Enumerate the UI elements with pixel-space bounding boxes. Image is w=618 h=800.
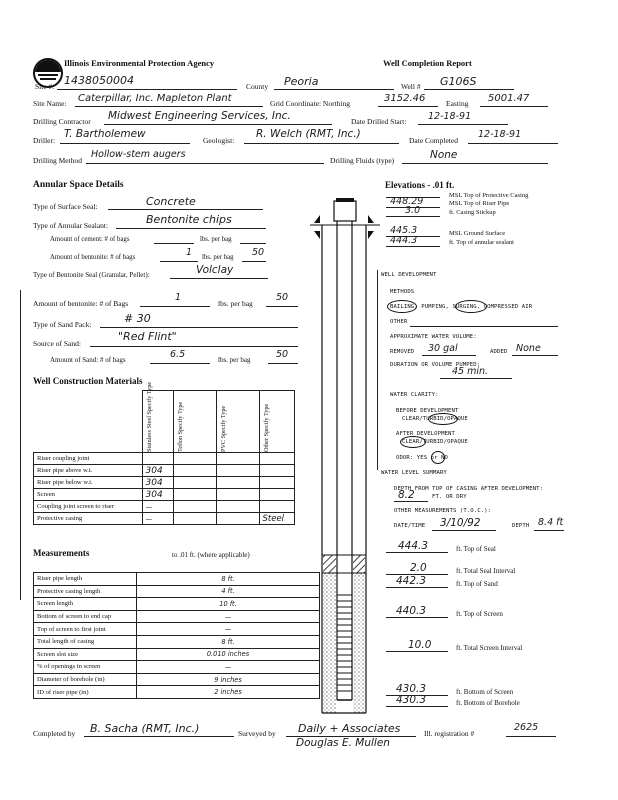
material-ss: 304	[142, 465, 173, 477]
material-pvc	[216, 501, 259, 513]
after-clear-circle	[400, 436, 426, 448]
material-pvc	[216, 489, 259, 501]
before-dev-options: CLEAR/TURBID/OPAQUE	[402, 416, 468, 422]
table-row	[34, 585, 320, 598]
added-label: ADDED	[490, 349, 508, 355]
material-label: Protective casing	[34, 513, 143, 525]
annular-section-title: Annular Space Details	[33, 180, 124, 190]
dev-methods-options: BAILING, PUMPING, SURGING, COMPRESSED AIR	[390, 304, 533, 310]
sand-source-label: Source of Sand:	[33, 339, 81, 348]
table-row	[34, 501, 295, 513]
sand-pack-value: # 30	[124, 312, 151, 325]
lower-elev-value: 10.0	[408, 639, 432, 651]
after-dev-options: CLEAR/TURBID/OPAQUE	[402, 439, 468, 445]
material-other	[259, 489, 294, 501]
odor-no-circle	[431, 451, 445, 464]
county-value: Peoria	[284, 75, 319, 88]
level-title: WATER LEVEL SUMMARY	[381, 470, 447, 476]
materials-section-title: Well Construction Materials	[33, 376, 143, 386]
material-label: Riser pipe above w.t.	[34, 465, 143, 477]
drilling-method-label: Drilling Method	[33, 156, 82, 165]
material-ss: —	[142, 513, 173, 525]
dev-methods-label: METHODS	[390, 289, 415, 295]
elev-label: ft. Top of annular sealant	[449, 239, 514, 246]
measure-label: Riser pipe length	[34, 573, 137, 586]
sand-lbs-value: 50	[276, 349, 289, 360]
elev-value: 444.3	[390, 235, 418, 246]
header-pvc: PVC Specify Type	[219, 405, 227, 452]
date-started-label: Date Drilled Start:	[351, 117, 407, 126]
depth2-value: 8.4 ft	[538, 517, 564, 528]
elev-value: 448.29	[390, 196, 424, 207]
annular-sealant-value: Bentonite chips	[146, 213, 232, 226]
measure-label: Screen slot size	[34, 648, 137, 661]
table-row	[34, 573, 320, 586]
sand-bags-value: 6.5	[170, 349, 186, 360]
county-label: County	[246, 82, 269, 91]
annular-sealant-label: Type of Annular Sealant:	[33, 221, 109, 230]
material-teflon	[173, 477, 216, 489]
completed-by-value: B. Sacha (RMT, Inc.)	[90, 722, 200, 735]
material-other: Steel	[259, 513, 294, 525]
lower-elev-value: 444.3	[398, 540, 429, 552]
contractor-value: Midwest Engineering Services, Inc.	[108, 110, 291, 122]
measure-label: Screen length	[34, 598, 137, 611]
drilling-method-value: Hollow-stem augers	[91, 149, 186, 160]
surveyed-by-value: Daily + Associates	[298, 722, 401, 735]
duration-value: 45 min.	[452, 366, 489, 377]
measure-label: Top of screen to first joint	[34, 623, 137, 636]
cement-lbs-label: lbs. per bag	[200, 236, 232, 243]
material-teflon	[173, 489, 216, 501]
well-diagram	[310, 195, 382, 720]
table-row	[34, 465, 295, 477]
duration-label: DURATION OR VOLUME PUMPED:	[390, 362, 481, 368]
bentonite-seal-type-value: Volclay	[196, 264, 234, 276]
table-row	[34, 489, 295, 501]
table-row	[34, 635, 320, 648]
depth-label: DEPTH FROM TOP OF CASING AFTER DEVELOPMENT:	[394, 486, 544, 492]
lower-elev-value: 430.3	[396, 683, 427, 695]
measure-value: 4 ft.	[137, 585, 320, 598]
lower-elev-label: ft. Bottom of Borehole	[456, 699, 520, 707]
table-row	[34, 623, 320, 636]
measure-label: Total length of casing	[34, 635, 137, 648]
surveyor-name: Douglas E. Mullen	[296, 737, 390, 749]
material-other	[259, 453, 294, 465]
material-label: Coupling joint screen to riser	[34, 501, 143, 513]
date-completed-value: 12-18-91	[478, 129, 522, 140]
measure-value: 8 ft.	[137, 635, 320, 648]
material-other	[259, 501, 294, 513]
depth-unit: FT. OR DRY	[432, 494, 467, 500]
table-row	[34, 661, 320, 674]
measure-label: Bottom of screen to end cap	[34, 610, 137, 623]
elev-value: 3.0	[405, 205, 421, 216]
well-number-label: Well #	[401, 82, 421, 91]
lower-elev-value: 442.3	[396, 575, 427, 587]
lower-elev-label: ft. Top of Sand	[456, 580, 498, 588]
lower-elev-value: 440.3	[396, 605, 427, 617]
measure-value: —	[137, 623, 320, 636]
material-other	[259, 477, 294, 489]
agency-title: Illinois Environmental Protection Agency	[64, 58, 215, 68]
material-ss: 304	[142, 489, 173, 501]
material-teflon	[173, 453, 216, 465]
table-row	[34, 686, 320, 699]
elev-label: MSL Ground Surface	[449, 230, 506, 237]
measurements-table	[33, 572, 320, 699]
lower-elev-label: ft. Top of Screen	[456, 610, 503, 618]
material-pvc	[216, 513, 259, 525]
measure-value: —	[137, 610, 320, 623]
bailing-circle	[387, 300, 417, 313]
dev-other-label: OTHER	[390, 319, 408, 325]
easting-label: Easting	[446, 99, 469, 108]
datetime-value: 3/10/92	[440, 517, 481, 529]
depth2-label: DEPTH	[512, 523, 530, 529]
surface-seal-label: Type of Surface Seal:	[33, 202, 98, 211]
material-pvc	[216, 465, 259, 477]
measure-value: 2 inches	[137, 686, 320, 699]
elev-label: ft. Casing Stickup	[449, 209, 496, 216]
surface-seal-value: Concrete	[146, 195, 196, 208]
well-number-value: G106S	[440, 75, 477, 88]
removed-value: 30 gal	[428, 343, 458, 354]
completed-by-label: Completed by	[33, 729, 76, 738]
material-label: Screen	[34, 489, 143, 501]
table-row	[34, 513, 295, 525]
added-value: None	[516, 343, 541, 354]
material-ss	[142, 453, 173, 465]
table-row	[34, 673, 320, 686]
geologist-value: R. Welch (RMT, Inc.)	[256, 128, 361, 140]
removed-label: REMOVED	[390, 349, 415, 355]
other-meas-label: OTHER MEASUREMENTS (T.O.C.):	[394, 508, 492, 514]
header-teflon: Teflon Specify Type	[176, 401, 184, 452]
measurements-note: to .01 ft. (where applicable)	[172, 551, 250, 559]
volume-title: APPROXIMATE WATER VOLUME:	[390, 334, 477, 340]
site-number-value: 1438050004	[64, 74, 134, 87]
site-name-value: Caterpillar, Inc. Mapleton Plant	[78, 93, 232, 104]
sand-lbs-label: lbs. per bag	[218, 356, 251, 364]
drilling-fluids-value: None	[430, 149, 458, 161]
measure-label: ID of riser pipe (in)	[34, 686, 137, 699]
elevations-title: Elevations - .01 ft.	[385, 180, 455, 190]
clarity-title: WATER CLARITY:	[390, 392, 439, 398]
surging-circle	[455, 300, 487, 313]
date-completed-label: Date Completed	[409, 136, 458, 145]
registration-label: Ill. registration #	[424, 729, 475, 738]
lower-elev-label: ft. Top of Seal	[456, 545, 496, 553]
dev-title: WELL DEVELOPMENT	[381, 272, 437, 278]
table-row	[34, 610, 320, 623]
site-name-label: Site Name:	[33, 99, 67, 108]
table-row	[34, 477, 295, 489]
geologist-label: Geologist:	[203, 136, 235, 145]
measure-value: 10 ft.	[137, 598, 320, 611]
material-pvc	[216, 453, 259, 465]
measure-value: 0.010 inches	[137, 648, 320, 661]
bentonite1-bags-label: Amount of bentonite: # of bags	[50, 254, 136, 261]
before-turbid-circle	[428, 413, 458, 425]
lower-elev-value: 2.0	[410, 562, 427, 574]
surveyed-by-label: Surveyed by	[238, 729, 276, 738]
measure-label: Protective casing length	[34, 585, 137, 598]
registration-value: 2625	[514, 722, 539, 733]
after-dev-label: AFTER DEVELOPMENT	[396, 431, 455, 437]
header-other: Other Specify Type	[262, 403, 270, 452]
sand-source-value: "Red Flint"	[118, 330, 177, 343]
date-started-value: 12-18-91	[428, 111, 472, 122]
material-label: Riser coupling joint	[34, 453, 143, 465]
sand-pack-label: Type of Sand Pack:	[33, 320, 92, 329]
elev-value: 445.3	[390, 225, 418, 236]
lower-elev-label: ft. Total Seal Interval	[456, 567, 516, 575]
material-ss: 304	[142, 477, 173, 489]
material-teflon	[173, 465, 216, 477]
elev-label: MSL Top of Riser Pipe	[449, 200, 510, 207]
table-row	[34, 598, 320, 611]
report-title: Well Completion Report	[383, 58, 472, 68]
bentonite2-bags-value: 1	[175, 292, 182, 303]
before-dev-label: BEFORE DEVELOPMENT	[396, 408, 459, 414]
table-row	[34, 648, 320, 661]
odor-label: ODOR: YES or NO	[396, 455, 449, 461]
driller-value: T. Bartholemew	[64, 128, 146, 140]
datetime-label: DATE/TIME	[394, 523, 426, 529]
site-number-label: Site #:	[35, 82, 55, 91]
bentonite2-lbs-value: 50	[276, 292, 289, 303]
drilling-fluids-label: Drilling Fluids (type)	[330, 156, 395, 165]
sand-bags-label: Amount of Sand: # of bags	[50, 356, 126, 364]
bentonite2-lbs-label: lbs. per bag	[218, 299, 253, 308]
header-stainless: Stainless Steel Specify Type	[145, 381, 153, 452]
bentonite1-lbs-value: 50	[252, 247, 265, 258]
bentonite1-lbs-label: lbs. per bag	[202, 254, 234, 261]
table-row	[34, 453, 295, 465]
material-label: Riser pipe below w.t.	[34, 477, 143, 489]
lower-elev-label: ft. Total Screen Interval	[456, 644, 523, 652]
material-pvc	[216, 477, 259, 489]
measure-label: Diameter of borehole (in)	[34, 673, 137, 686]
easting-value: 5001.47	[488, 93, 530, 104]
bentonite1-bags-value: 1	[186, 247, 193, 258]
lower-elev-value: 430.3	[396, 694, 427, 706]
driller-label: Driller:	[33, 136, 56, 145]
measure-value: —	[137, 661, 320, 674]
measure-label: % of openings in screen	[34, 661, 137, 674]
grid-northing-label: Grid Coordinate: Northing	[270, 99, 350, 108]
bentonite2-bags-label: Amount of bentonite: # of Bags	[33, 299, 129, 308]
depth-value: 8.2	[398, 489, 415, 501]
bentonite-seal-type-label: Type of Bentonite Seal (Granular, Pellet):	[33, 271, 150, 279]
material-teflon	[173, 501, 216, 513]
elev-label: MSL Top of Protective Casing	[449, 192, 529, 199]
material-ss: —	[142, 501, 173, 513]
material-other	[259, 465, 294, 477]
cement-bags-label: Amount of cement: # of bags	[50, 236, 130, 243]
measurements-section-title: Measurements	[33, 548, 90, 558]
material-teflon	[173, 513, 216, 525]
measure-value: 9 inches	[137, 673, 320, 686]
northing-value: 3152.46	[384, 93, 426, 104]
lower-elev-label: ft. Bottom of Screen	[456, 688, 514, 696]
contractor-label: Drilling Contractor	[33, 117, 91, 126]
measure-value: 8 ft.	[137, 573, 320, 586]
